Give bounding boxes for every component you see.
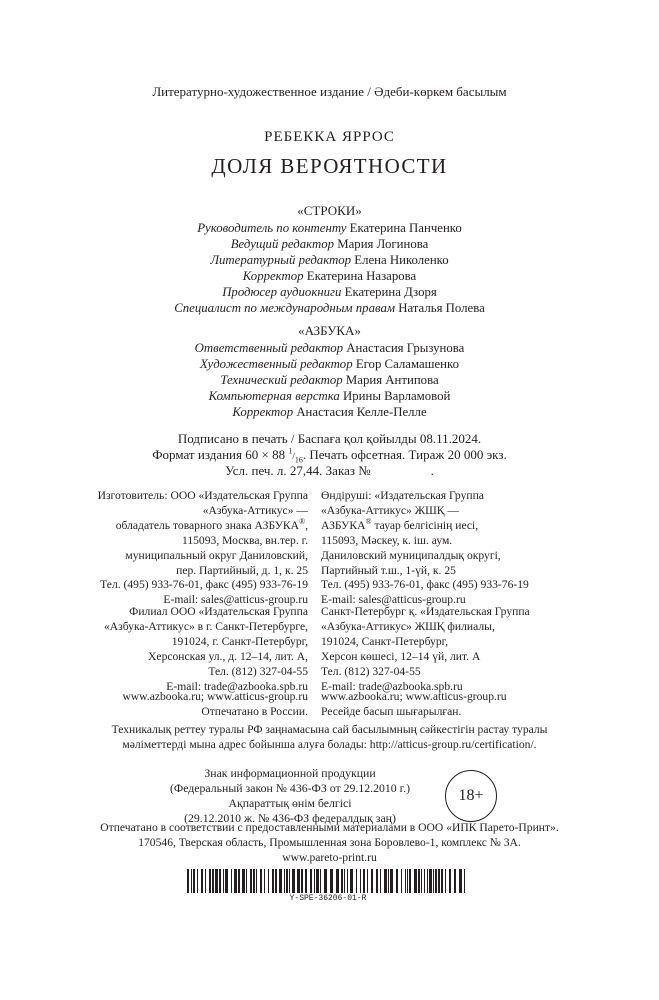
credit-role: Литературный редактор bbox=[210, 253, 352, 267]
print-format: Формат издания 60 × 88 $^1/_{16}$. Печать офсетная. Тираж 20 000 экз. bbox=[152, 446, 507, 465]
credit-name: Екатерина Панченко bbox=[349, 221, 462, 235]
credit-line bbox=[0, 389, 659, 404]
credit-name: Екатерина Дзоря bbox=[344, 285, 437, 299]
credit-name: Егор Саламашенко bbox=[355, 357, 459, 371]
info-sign-line: (Федеральный закон № 436-ФЗ от 29.12.2010 г.) bbox=[169, 781, 411, 795]
barcode-text: Y-SPE-36206-01-R bbox=[289, 894, 367, 903]
credit-role: Корректор bbox=[242, 269, 304, 283]
book-author: РЕБЕККА ЯРРОС bbox=[264, 129, 395, 145]
azbuka-heading: «АЗБУКА» bbox=[298, 323, 361, 338]
web-kz: www.azbooka.ru; www.atticus-group.ru Ресейде басып шығарылған. bbox=[321, 690, 507, 718]
age-rating-badge: 18+ bbox=[445, 770, 497, 822]
credit-line bbox=[0, 269, 659, 284]
manufacturer-ru: Изготовитель: ООО «Издательская Группа «Азбука-Аттикус» — обладатель товарного знака АЗБУКА®, 115093, Москва, вн.тер. г. муниципальный округ Даниловский, пер. Партийный, д. 1, к. 25 Тел. (495) 933-76-01, факс (495) 933-76-19 E-mail: sales@atticus-group.ru bbox=[97, 489, 308, 607]
kz-certification-line: мәліметтерді мына адрес бойынша алуға болады: http://atticus-group.ru/certification/. bbox=[122, 738, 537, 751]
credit-role: Ведущий редактор bbox=[230, 237, 335, 251]
info-sign-line: Знак информационной продукции bbox=[204, 766, 376, 780]
credit-name: Елена Николенко bbox=[354, 253, 449, 267]
credit-role: Продюсер аудиокниги bbox=[222, 285, 342, 299]
credit-role: Руководитель по контенту bbox=[197, 221, 347, 235]
credit-line bbox=[0, 405, 659, 420]
credit-name: Анастасия Келле-Пелле bbox=[296, 405, 427, 419]
manufacturer-kz: Өндіруші: «Издательская Группа «Азбука-Аттикус» ЖШҚ — АЗБУКА® тауар белгісінің иесі, 115093, Мәскеу, к. іш. аум. Даниловский муниципалдық округі, Партийный т.ш., 1-үй, к. 25 Тел. (495) 933-76-01, факс (495) 933-76-19 E-mail: sales@atticus-group.ru bbox=[321, 489, 529, 607]
stroki-heading: «СТРОКИ» bbox=[297, 203, 362, 218]
kz-certification-line: Техникалық реттеу туралы РФ заңнамасына сай басылымның сәйкестігін растау туралы bbox=[111, 723, 548, 736]
credit-name: Наталья Полева bbox=[398, 301, 485, 315]
credit-line bbox=[0, 221, 659, 236]
credit-role: Технический редактор bbox=[220, 373, 343, 387]
signed-to-print: Подписано в печать / Баспаға қол қойылды 08.11.2024. bbox=[177, 431, 482, 446]
branch-kz: Санкт-Петербург қ. «Издательская Группа «Азбука-Аттикус» ЖШҚ филиалы, 191024, Санкт-Петербург, Херсон көшесі, 12–14 үй, лит. А Тел. (812) 327-04-55 E-mail: trade@azbooka.spb.ru bbox=[321, 605, 530, 693]
printer-line: 170546, Тверская область, Промышленная зона Боровлево-1, комплекс № 3А. bbox=[138, 836, 521, 849]
printer-line: www.pareto-print.ru bbox=[282, 851, 377, 864]
credit-line bbox=[0, 253, 659, 268]
credit-name: Мария Антипова bbox=[345, 373, 439, 387]
credit-line bbox=[0, 357, 659, 372]
book-title: ДОЛЯ ВЕРОЯТНОСТИ bbox=[211, 154, 448, 178]
credit-line bbox=[0, 237, 659, 252]
info-sign-line: Ақпараттық өнім белгісі bbox=[228, 796, 352, 810]
credit-line bbox=[0, 341, 659, 356]
credit-role: Компьютерная верстка bbox=[208, 389, 340, 403]
credit-line bbox=[0, 301, 659, 316]
credit-role: Специалист по международным правам bbox=[174, 301, 396, 315]
credit-role: Художественный редактор bbox=[200, 357, 353, 371]
credit-name: Екатерина Назарова bbox=[306, 269, 417, 283]
web-ru: www.azbooka.ru; www.atticus-group.ru Отпечатано в России. bbox=[122, 690, 308, 718]
credit-line bbox=[0, 285, 659, 300]
barcode-icon bbox=[187, 869, 469, 893]
info-sign-line: (29.12.2010 ж. № 436-ФЗ федералдық заң) bbox=[184, 811, 396, 825]
credit-line bbox=[0, 373, 659, 388]
edition-type: Литературно-художественное издание / Әдеби-көркем басылым bbox=[152, 84, 507, 99]
print-sheets: Усл. печ. л. 27,44. Заказ № . bbox=[225, 463, 434, 478]
branch-ru: Филиал ООО «Издательская Группа «Азбука-Аттикус» в г. Санкт-Петербурге, 191024, г. Санкт-Петербург, Херсонская ул., д. 12–14, лит. А, Тел. (812) 327-04-55 E-mail: trade@azbooka.spb.ru bbox=[103, 605, 308, 693]
credit-role: Корректор bbox=[232, 405, 294, 419]
credit-role: Ответственный редактор bbox=[194, 341, 344, 355]
credit-name: Ирины Варламовой bbox=[343, 389, 451, 403]
credit-name: Мария Логинова bbox=[337, 237, 429, 251]
printer-line: Отпечатано в соответствии с предоставленными материалами в ООО «ИПК Парето-Принт». bbox=[100, 821, 559, 834]
credit-name: Анастасия Грызунова bbox=[346, 341, 465, 355]
